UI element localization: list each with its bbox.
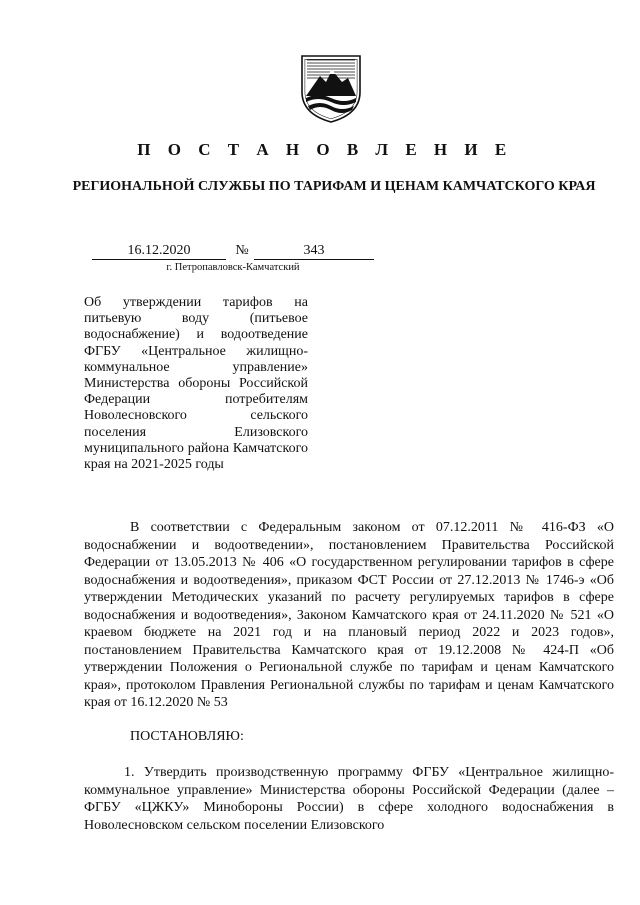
kamchatka-coat-of-arms-icon xyxy=(298,52,364,124)
number-sign: № xyxy=(235,243,249,258)
document-number: 343 xyxy=(254,243,374,260)
item-1-paragraph: 1. Утвердить производственную программу ФГБУ «Центральное жилищно-коммунальное управление» Министерства обороны Российской Федерации (далее – ФГБУ «ЦЖКУ» Минобороны России) в сфере холодного водоснабжения в Новолесновском сельском поселении Елизовского xyxy=(84,765,614,833)
preamble-paragraph: В соответствии с Федеральным законом от 07.12.2011 № 416-ФЗ «О водоснабжении и водоотведении», постановлением Правительства Российской Федерации от 13.05.2013 № 406 «О государственном регулировании тарифов в сфере водоснабжения и водоотведения», приказом ФСТ России от 27.12.2013 № 1746-э «Об утверждении Методических указаний по расчету регулируемых тарифов в сфере водоснабжения и водоотведения», Законом Камчатского края от 24.11.2020 № 521 «О краевом бюджете на 2021 год и на плановый период 2022 и 2023 годов», постановлением Правительства Камчатского края от 19.12.2008 № 424-П «Об утверждении Положения о Региональной службе по тарифам и ценам Камчатского края», протоколом Правления Региональной службы по тарифам и ценам Камчатского края от 16.12.2020 № 53 xyxy=(84,520,614,710)
decree-word: ПОСТАНОВЛЯЮ: xyxy=(130,729,244,744)
document-date: 16.12.2020 xyxy=(92,243,226,260)
document-subject: Об утверждении тарифов на питьевую воду (питьевое водоснабжение) и водоотведение ФГБУ «Центральное жилищно-коммунальное управление» Министерства обороны Российской Федерации потребителям Новолесновского сельского поселения Елизовского муниципального района Камчатского края на 2021-2025 годы xyxy=(84,295,308,473)
document-heading: П О С Т А Н О В Л Е Н И Е xyxy=(137,140,513,159)
issuing-authority: РЕГИОНАЛЬНОЙ СЛУЖБЫ ПО ТАРИФАМ И ЦЕНАМ КАМЧАТСКОГО КРАЯ xyxy=(72,179,596,194)
document-city: г. Петропавловск-Камчатский xyxy=(166,262,300,273)
